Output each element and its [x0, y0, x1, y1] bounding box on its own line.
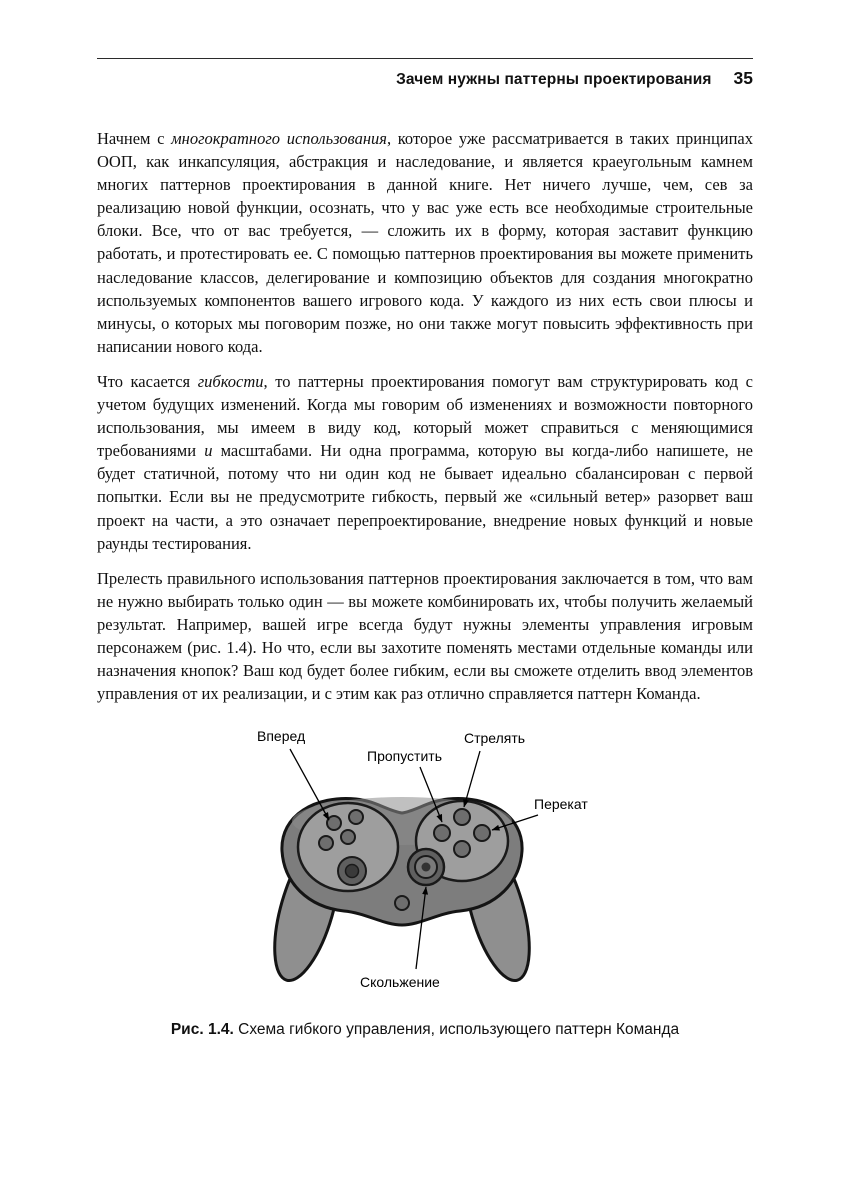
page-header [97, 58, 753, 89]
center-analog-stick [408, 849, 444, 885]
label-forward: Вперед [257, 728, 306, 745]
label-roll: Перекат [534, 796, 588, 813]
gamepad-drawing [262, 797, 543, 987]
running-title: Зачем нужны паттерны проектирования [396, 71, 712, 88]
emphasized-term: и [204, 441, 213, 461]
label-skip: Пропустить [367, 748, 442, 765]
text-segment: масштабами. Ни одна программа, которую вы когда-либо напишете, не будет статичной, потому что ни один код не бывает идеально сбалансирован с первой попытки. Если вы не предусмотрите гибкость, первый же «сильный ветер» разорвет ваш проект на части, а это означает перепроектирование, внедрение новых функций и новые раунды тестирования. [97, 441, 753, 553]
paragraph-reuse [97, 127, 753, 358]
figure-caption-text: Схема гибкого управления, использующего паттерн Команда [238, 1021, 680, 1039]
left-button-cluster [298, 803, 398, 891]
paragraph-flexibility [97, 370, 753, 555]
paragraph-combining-patterns [97, 567, 753, 706]
emphasized-term: гибкости [197, 371, 264, 391]
gamepad-illustration [230, 719, 620, 1004]
page-number: 35 [733, 68, 753, 88]
label-shoot: Стрелять [464, 730, 526, 747]
figure-1-4 [97, 719, 753, 1039]
figure-caption-number: Рис. 1.4. [170, 1021, 234, 1039]
emphasized-term: многократного использования [171, 129, 387, 148]
header-row [97, 68, 753, 89]
figure-canvas [230, 719, 620, 1004]
figure-caption [97, 1021, 753, 1039]
page-body [97, 127, 753, 705]
label-slide: Скольжение [360, 974, 440, 991]
text-segment: Прелесть правильного использования паттернов проектирования заключается в том, что вам не нужно выбирать только один — вы можете комбинировать их, чтобы получить желаемый результат. Например, вашей игре всегда будут нужны элементы управления игровым персонажем (рис. 1.4). Но что, если вы захотите поменять местами отдельные команды или назначения кнопок? Ваш код будет более гибким, если вы сможете отделить ввод элементов управления от их реализации, и с этим как раз отлично справляется паттерн Команда. [97, 568, 753, 704]
text-segment: , то паттерны проектирования помогут вам структурировать код с учетом будущих изменений. Когда мы говорим об изменениях и возможности повторного использования, мы имеем в виду код, который может справиться с меняющимися требованиями [97, 371, 753, 461]
text-segment: Что касается [97, 371, 198, 391]
text-segment: , которое уже рассматривается в таких принципах ООП, как инкапсуляция, абстракция и наследование, и является краеугольным камнем многих паттернов проектирования в данной книге. Нет ничего лучше, чем, сев за реализацию новой функции, осознать, что у вас уже есть все необходимые строительные блоки. Все, что от вас требуется, — сложить их в форму, которая заставит функцию работать, и протестировать ее. С помощью паттернов проектирования вы можете применить наследование классов, делегирование и композицию объектов для создания многократно используемых компонентов вашего игрового кода. У каждого из них есть свои плюсы и минусы, о которых мы поговорим позже, но они также могут повысить эффективность при написании нового кода. [97, 129, 754, 356]
text-segment: Начнем с [97, 129, 172, 148]
center-button [395, 896, 409, 910]
header-rule [97, 58, 753, 59]
